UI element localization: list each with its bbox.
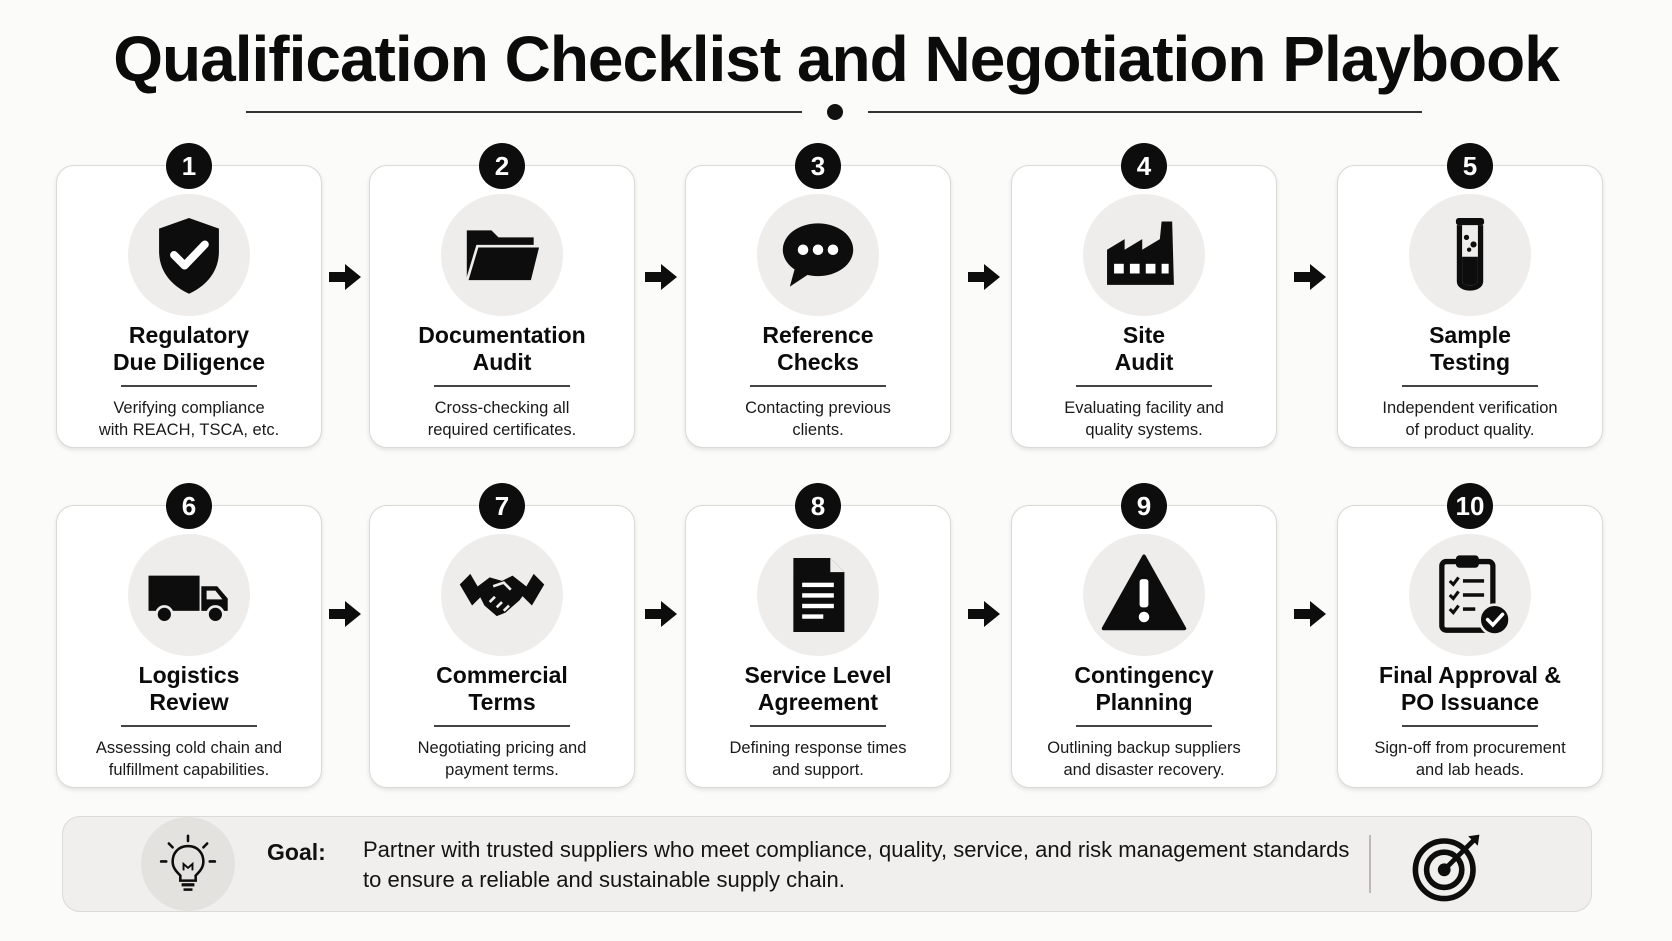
- step-title: Final Approval & PO Issuance: [1379, 662, 1561, 715]
- step-number-badge: 2: [479, 143, 525, 189]
- step-description: Evaluating facility and quality systems.: [1064, 399, 1224, 439]
- lightbulb-icon: [141, 817, 235, 911]
- step-title: Logistics Review: [138, 662, 240, 715]
- step-title: Service Level Agreement: [744, 662, 892, 715]
- truck-icon: [128, 534, 250, 656]
- step-divider: [750, 385, 886, 387]
- factory-icon: [1083, 194, 1205, 316]
- step-number-badge: 7: [479, 483, 525, 529]
- step-card-10: [1337, 490, 1603, 788]
- step-card-2: [369, 150, 635, 448]
- step-divider: [1402, 725, 1538, 727]
- step-description: Assessing cold chain and fulfillment capabilities.: [95, 739, 283, 779]
- step-description: Outlining backup suppliers and disaster recovery.: [1047, 739, 1241, 779]
- step-description: Cross-checking all required certificates.: [427, 399, 577, 439]
- step-number-badge: 5: [1447, 143, 1493, 189]
- step-divider: [121, 385, 257, 387]
- step-description: Sign-off from procurement and lab heads.: [1374, 739, 1566, 779]
- folder-icon: [441, 194, 563, 316]
- warning-icon: [1083, 534, 1205, 656]
- step-number-badge: 3: [795, 143, 841, 189]
- step-description: Defining response times and support.: [729, 739, 907, 779]
- step-number-badge: 6: [166, 483, 212, 529]
- step-card-7: [369, 490, 635, 788]
- step-divider: [434, 385, 570, 387]
- step-number-badge: 10: [1447, 483, 1493, 529]
- step-title: Reference Checks: [762, 322, 874, 375]
- handshake-icon: [441, 534, 563, 656]
- document-icon: [757, 534, 879, 656]
- step-number-badge: 9: [1121, 483, 1167, 529]
- step-divider: [1402, 385, 1538, 387]
- step-description: Verifying compliance with REACH, TSCA, etc.: [98, 399, 280, 439]
- arrow-right-icon: [643, 262, 679, 292]
- step-divider: [1076, 385, 1212, 387]
- step-title: Site Audit: [1114, 322, 1174, 375]
- step-card-1: [56, 150, 322, 448]
- arrow-right-icon: [327, 262, 363, 292]
- chat-bubble-icon: [757, 194, 879, 316]
- goal-label: Goal:: [267, 839, 326, 865]
- goal-text: Partner with trusted suppliers who meet compliance, quality, service, and risk management standards to ensure a reliable and sustainable supply chain.: [363, 837, 1350, 892]
- step-card-4: [1011, 150, 1277, 448]
- target-icon: [1409, 825, 1489, 905]
- page-title: Qualification Checklist and Negotiation Playbook: [113, 23, 1559, 95]
- title-divider-left: [246, 111, 802, 113]
- test-tube-icon: [1409, 194, 1531, 316]
- step-divider: [434, 725, 570, 727]
- arrow-right-icon: [643, 599, 679, 629]
- step-divider: [1076, 725, 1212, 727]
- step-divider: [750, 725, 886, 727]
- step-number-badge: 4: [1121, 143, 1167, 189]
- step-title: Commercial Terms: [436, 662, 568, 715]
- step-divider: [121, 725, 257, 727]
- step-title: Sample Testing: [1429, 322, 1511, 375]
- step-card-5: [1337, 150, 1603, 448]
- arrow-right-icon: [1292, 599, 1328, 629]
- step-number-badge: 1: [166, 143, 212, 189]
- step-description: Contacting previous clients.: [745, 399, 891, 439]
- arrow-right-icon: [327, 599, 363, 629]
- clipboard-check-icon: [1409, 534, 1531, 656]
- step-title: Documentation Audit: [418, 322, 586, 375]
- step-card-6: [56, 490, 322, 788]
- step-description: Negotiating pricing and payment terms.: [417, 739, 587, 779]
- title-divider-dot: [827, 104, 843, 120]
- arrow-right-icon: [966, 262, 1002, 292]
- arrow-right-icon: [1292, 262, 1328, 292]
- step-number-badge: 8: [795, 483, 841, 529]
- shield-check-icon: [128, 194, 250, 316]
- step-title: Contingency Planning: [1074, 662, 1214, 715]
- step-description: Independent verification of product quality.: [1382, 399, 1558, 439]
- goal-banner: [62, 816, 1592, 912]
- title-divider-right: [868, 111, 1422, 113]
- step-card-9: [1011, 490, 1277, 788]
- goal-separator: [1369, 835, 1371, 893]
- step-card-8: [685, 490, 951, 788]
- step-title: Regulatory Due Diligence: [112, 322, 266, 375]
- arrow-right-icon: [966, 599, 1002, 629]
- step-card-3: [685, 150, 951, 448]
